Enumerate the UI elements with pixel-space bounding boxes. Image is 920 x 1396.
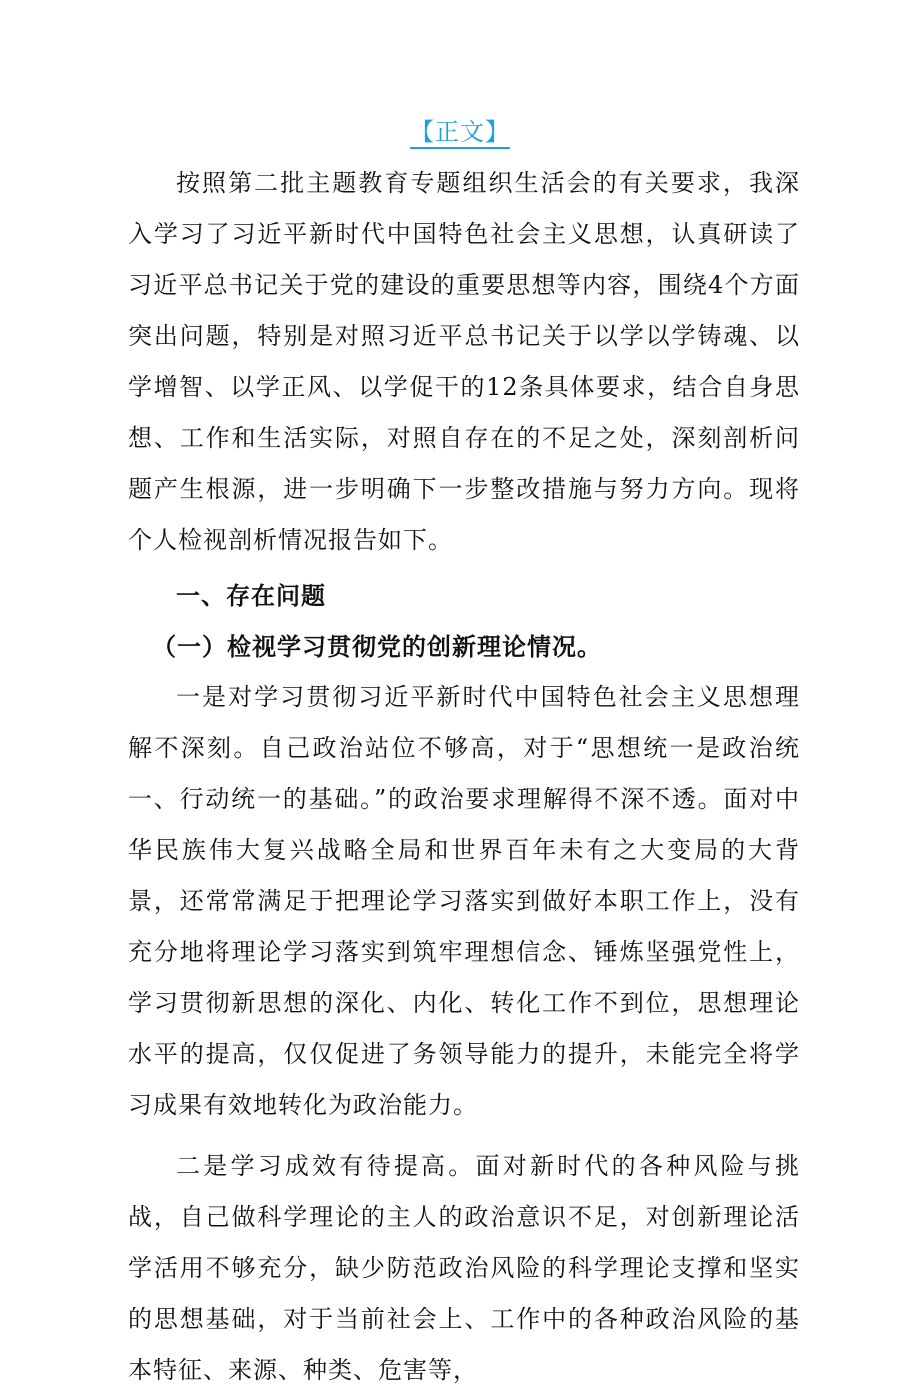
document-title-text: 【正文】 [410, 118, 510, 149]
document-body [128, 158, 800, 1396]
intro-paragraph: 按照第二批主题教育专题组织生活会的有关要求，我深入学习了习近平新时代中国特色社会主义思想，认真研读了习近平总书记关于党的建设的重要思想等内容，围绕4个方面突出问题，特别是对照习近平总书记关于以学以学铸魂、以学增智、以学正风、以学促干的12条具体要求，结合自身思想、工作和生活实际，对照自存在的不足之处，深刻剖析问题产生根源，进一步明确下一步整改措施与努力方向。现将个人检视剖析情况报告如下。 [128, 169, 800, 554]
document-title [0, 112, 920, 152]
point-one-paragraph: 一是对学习贯彻习近平新时代中国特色社会主义思想理解不深刻。自己政治站位不够高，对于“思想统一是政治统一、行动统一的基础。”的政治要求理解得不深不透。面对中华民族伟大复兴战略全局和世界百年未有之大变局的大背景，还常常满足于把理论学习落实到做好本职工作上，没有充分地将理论学习落实到筑牢理想信念、锤炼坚强党性上，学习贯彻新思想的深化、内化、转化工作不到位，思想理论水平的提高，仅仅促进了务领导能力的提升，未能完全将学习成果有效地转化为政治能力。 [128, 683, 800, 1119]
subsection-heading-theory: （一）检视学习贯彻党的创新理论情况。 [152, 632, 602, 661]
section-heading-problems: 一、存在问题 [176, 581, 326, 610]
point-two-paragraph: 二是学习成效有待提高。面对新时代的各种风险与挑战，自己做科学理论的主人的政治意识不足，对创新理论活学活用不够充分，缺少防范政治风险的科学理论支撑和坚实的思想基础，对于当前社会上、工作中的各种政治风险的基本特征、来源、种类、危害等， [128, 1152, 800, 1384]
